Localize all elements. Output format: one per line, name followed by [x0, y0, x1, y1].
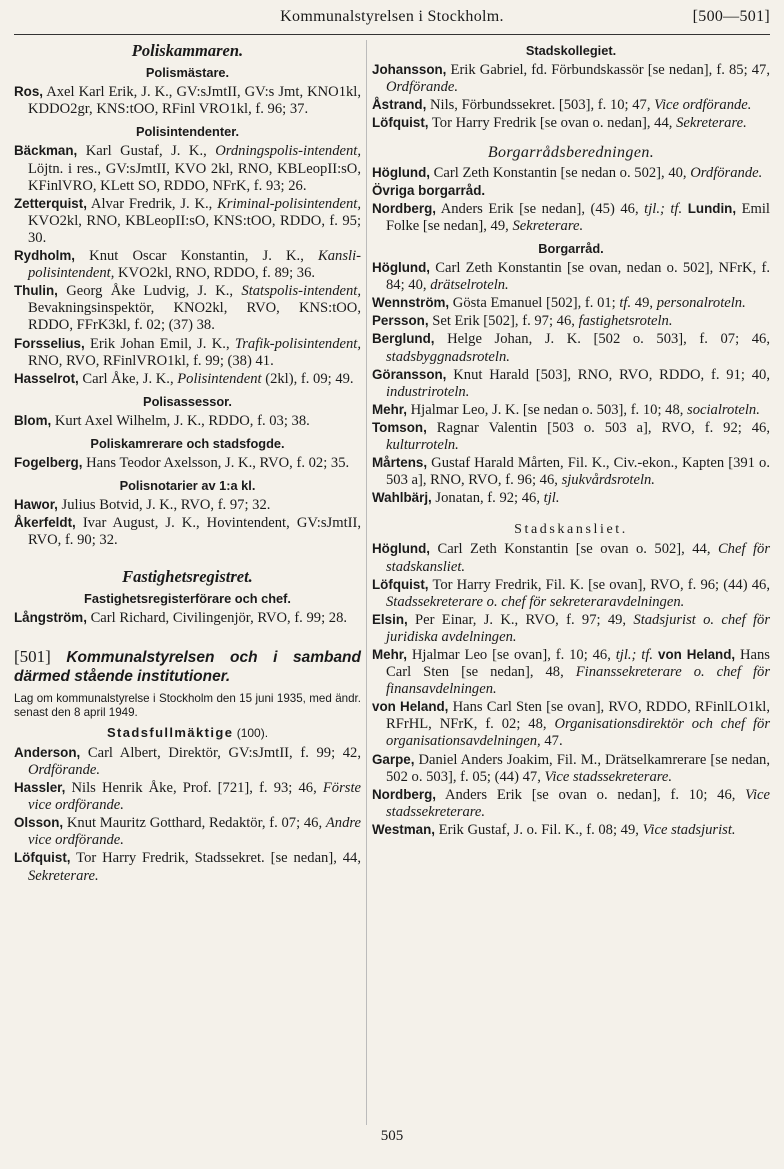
entry-title: stadsbyggnadsroteln. — [386, 348, 510, 365]
entry-text: Hjalmar Leo, J. K. [se nedan o. 503], f. 10; 48, — [406, 401, 688, 418]
entry-text: Anders Erik [se nedan], (45) 46, — [435, 200, 645, 217]
entry-lofquist-sk — [372, 114, 770, 132]
entry-text: Carl Zeth Konstantin [se ovan, nedan o. 502], NFrK, f. 84; 40, — [386, 260, 770, 294]
entry-name: Westman, — [372, 821, 436, 837]
entry-title: sjukvårdsroteln. — [561, 472, 655, 489]
entry-name: Olsson, — [14, 815, 64, 831]
page-number: 505 — [380, 1128, 404, 1144]
entry-text: Daniel Anders Joakim, Fil. M., Drätselkamrerare [se nedan, 502 o. 503], f. 05; (44) 47, — [386, 751, 770, 785]
entry-astrand — [372, 96, 770, 114]
entry-title: Kriminal-polisintendent, — [217, 195, 361, 212]
entry-ros — [14, 83, 361, 118]
ovriga-label: Övriga borgarråd. — [372, 182, 486, 198]
entry-text: 47. — [540, 733, 563, 750]
entry-title: drätselroteln. — [430, 277, 509, 294]
entry-thulin — [14, 282, 361, 334]
entry-title: Ordförande. — [690, 164, 763, 181]
entry-name: Göransson, — [372, 366, 447, 382]
heading-fastighetsregisterforare: Fastighetsregisterförare och chef. — [84, 590, 291, 606]
entry-title: Chef för stadskansliet. — [386, 541, 770, 575]
entry-text: Karl Gustaf, J. K., — [77, 143, 216, 160]
entry-wahlbarj — [372, 489, 770, 507]
entry-text: Carl Albert, Direktör, GV:sJmtII, f. 99; 42, — [80, 744, 361, 761]
entry-title: Statspolis-intendent, — [241, 283, 361, 300]
entry-name: Johansson, — [372, 62, 447, 78]
entry-persson — [372, 312, 770, 330]
entry-elsin — [372, 611, 771, 646]
entry-name: Höglund, — [372, 164, 431, 180]
entry-title: Finanssekreterare o. chef för finansavdelningen. — [386, 664, 771, 698]
entry-title: Stadssekreterare o. chef för sekreteraravdelningen. — [386, 593, 685, 610]
entry-name: Bäckman, — [14, 143, 78, 159]
entry-title: Vice stadssekreterare. — [386, 786, 770, 820]
entry-title: Trafik-polisintendent, — [234, 335, 361, 352]
entry-text: Ragnar Valentin [503 o. 503 a], RVO, f. 92; 46, — [426, 419, 770, 436]
entry-text: Nils Henrik Åke, Prof. [721], f. 93; 46, — [65, 780, 323, 797]
column-divider — [366, 40, 367, 1125]
entry-name: Zetterquist, — [14, 195, 87, 211]
section-title-borgarradsberedningen: Borgarrådsberedningen. — [487, 144, 655, 162]
entry-title: tjl.; tf. — [615, 647, 654, 663]
section-title-fastighetsregistret: Fastighetsregistret. — [122, 566, 253, 586]
entry-title: industriroteln. — [386, 383, 470, 400]
entry-text: Carl Zeth Konstantin [se nedan o. 502], 40, — [430, 164, 691, 181]
entry-text: Georg Åke Ludvig, J. K., — [57, 283, 242, 300]
law-note: Lag om kommunalstyrelse i Stockholm den 15 juni 1935, med ändr. senast den 8 april 1949. — [14, 691, 361, 719]
entry-title: Ordförande. — [386, 79, 459, 96]
entry-hasselrot — [14, 370, 361, 388]
entry-westman — [372, 821, 770, 839]
running-header — [14, 6, 770, 32]
entry-hoglund-br — [372, 259, 770, 294]
entry-title: Stadsjurist o. chef för juridiska avdelningen. — [386, 611, 771, 645]
heading-stadsfullmaktige — [14, 724, 361, 742]
subheading-ovriga — [372, 182, 770, 200]
entry-vonheland — [372, 698, 771, 750]
entry-name: von Heland, — [372, 699, 449, 715]
entry-martens — [372, 454, 770, 489]
entry-name: Thulin, — [14, 283, 58, 299]
entry-hoglund-sk — [372, 540, 770, 575]
entry-mehr-br — [372, 401, 770, 419]
entry-name: Elsin, — [372, 611, 408, 627]
entry-text: Hans Carl Sten [se nedan], 48, — [386, 647, 770, 681]
entry-berglund — [372, 330, 770, 365]
entry-title: tjl. — [543, 490, 560, 507]
entry-akerfeldt — [14, 514, 361, 549]
entry-hassler — [14, 779, 361, 814]
entry-name: Åstrand, — [372, 97, 427, 113]
section-number: [501] — [14, 646, 51, 666]
entry-johansson — [372, 61, 770, 96]
entry-wennstrom — [372, 294, 770, 312]
entry-text: (2kl), f. 09; 49. — [261, 370, 354, 387]
left-column — [14, 40, 361, 885]
entry-title: socialroteln. — [687, 401, 760, 418]
section-title-text: Kommunalstyrelsen och i samband därmed stående institutioner. — [14, 648, 361, 685]
member-count: (100). — [233, 725, 269, 740]
entry-name: Höglund, — [372, 541, 431, 557]
entry-text: Carl Richard, Civilingenjör, RVO, f. 99; 28. — [86, 609, 348, 626]
entry-text: Hans Carl Sten [se ovan], RVO, RDDO, RFinlLO1kl, RFrHL, NFrK, f. 02; 48, — [386, 699, 770, 733]
heading-poliskamrerare: Poliskamrerare och stadsfogde. — [90, 435, 285, 451]
entry-name: Långström, — [14, 609, 87, 625]
entry-fogelberg — [14, 454, 361, 472]
entry-title: Vice stadssekreterare. — [544, 768, 673, 785]
entry-title: Vice stadsjurist. — [642, 821, 736, 838]
entry-name: Persson, — [372, 313, 429, 329]
entry-name: Nordberg, — [372, 786, 436, 802]
entry-name: Mehr, — [372, 401, 407, 417]
entry-title: Sekreterare. — [512, 217, 584, 234]
entry-text: Kurt Axel Wilhelm, J. K., RDDO, f. 03; 38. — [51, 412, 310, 429]
entry-mehr-sk — [372, 646, 771, 698]
entry-name: Nordberg, — [372, 200, 436, 216]
entry-name: Hassler, — [14, 780, 66, 796]
entry-title: personalroteln. — [656, 295, 746, 312]
entry-garpe — [372, 751, 770, 786]
heading-polisintendenter: Polisintendenter. — [135, 124, 240, 140]
heading-polisassessor: Polisassessor. — [143, 393, 232, 409]
heading-polisnotarier: Polisnotarier av 1:a kl. — [119, 478, 256, 494]
entry-nordberg-sk — [372, 786, 770, 821]
entry-title: Sekreterare. — [28, 867, 99, 884]
entry-title: tf. — [619, 295, 632, 312]
entry-title: Ordförande. — [28, 762, 101, 778]
entry-name: Forsselius, — [14, 335, 85, 351]
heading-text: Stadsfullmäktige — [106, 724, 234, 740]
header-title: Kommunalstyrelsen i Stockholm. — [280, 8, 504, 25]
entry-name: Ros, — [14, 84, 44, 100]
header-page-range: [500—501] — [692, 8, 770, 25]
entry-title: Ordningspolis-intendent, — [215, 143, 361, 160]
entry-title: fastighetsroteln. — [578, 313, 673, 330]
entry-title: Sekreterare. — [676, 115, 747, 132]
entry-name: Anderson, — [14, 744, 81, 760]
entry-text: KVO2kl, RNO, KBLeopII:sO, KNS:tOO, RDDO, f. 95; 30. — [28, 212, 361, 246]
entry-tomson — [372, 419, 770, 454]
section-title-poliskammaren: Poliskammaren. — [131, 41, 244, 60]
entry-name: Rydholm, — [14, 248, 76, 264]
entry-backman — [14, 142, 361, 194]
entry-text: Carl Zeth Konstantin [se ovan o. 502], 44, — [430, 541, 718, 558]
entry-text: Julius Botvid, J. K., RVO, f. 97; 32. — [57, 497, 271, 514]
entry-name: Löfquist, — [372, 576, 429, 592]
entry-nordberg-bb — [372, 200, 770, 235]
entry-title: Kansli-polisintendent, — [28, 248, 361, 282]
entry-name: Mehr, — [372, 647, 407, 662]
entry-name: Garpe, — [372, 751, 415, 767]
entry-text: Set Erik [502], f. 97; 46, — [428, 313, 579, 330]
entry-title: kulturroteln. — [386, 436, 459, 453]
entry-text: KVO2kl, RNO, RDDO, f. 89; 36. — [114, 265, 316, 282]
entry-name: Wahlbärj, — [372, 490, 432, 506]
entry-hoglund-bb — [372, 164, 770, 182]
entry-title: Andre vice ordförande. — [28, 815, 361, 849]
header-rule — [14, 34, 770, 35]
entry-text: Gustaf Harald Mårten, Fil. K., Civ.-ekon., Kapten [391 o. 503 a], RNO, RVO, f. 96; 46, — [386, 455, 770, 489]
entry-name: Löfquist, — [372, 115, 429, 131]
entry-text: Erik Gustaf, J. o. Fil. K., f. 08; 49, — [435, 821, 643, 838]
entry-text: Axel Karl Erik, J. K., GV:sJmtII, GV:s Jmt, KNO1kl, KDDO2gr, KNS:tOO, RFinl VRO1kl, f. 96; 37. — [28, 84, 361, 118]
entry-name: Hawor, — [14, 497, 58, 513]
entry-text: Helge Johan, J. K. [502 o. 503], f. 07; 46, — [434, 331, 770, 348]
entry-hawor — [14, 496, 361, 514]
entry-langstrom — [14, 609, 361, 627]
entry-text: Per Einar, J. K., RVO, f. 97; 49, — [407, 611, 634, 628]
entry-name: von Heland, — [653, 647, 736, 662]
entry-name: Åkerfeldt, — [14, 515, 76, 531]
entry-olsson — [14, 814, 361, 849]
entry-text: Anders Erik [se ovan o. nedan], f. 10; 46, — [435, 786, 746, 803]
entry-blom — [14, 412, 361, 430]
entry-goransson — [372, 366, 770, 401]
entry-text: Knut Mauritz Gotthard, Redaktör, f. 07; 46, — [63, 815, 326, 832]
entry-name: Höglund, — [372, 260, 431, 276]
entry-text: Knut Harald [503], RNO, RVO, RDDO, f. 91; 40, — [446, 366, 770, 383]
entry-text: Alvar Fredrik, J. K., — [86, 195, 218, 212]
entry-text: Jonatan, f. 92; 46, — [431, 490, 544, 507]
entry-text: Tor Harry Fredrik, Stadssekret. [se nedan], 44, — [70, 850, 361, 867]
entry-text: Erik Johan Emil, J. K., — [84, 335, 235, 352]
entry-name: Fogelberg, — [14, 455, 83, 471]
entry-name: Tomson, — [372, 419, 427, 435]
entry-text: Tor Harry Fredrik, Fil. K. [se ovan], RVO, f. 96; (44) 46, — [428, 576, 770, 593]
entry-text: Nils, Förbundssekret. [503], f. 10; 47, — [426, 97, 655, 114]
entry-forsselius — [14, 335, 361, 370]
heading-borgarrad: Borgarråd. — [538, 240, 604, 256]
entry-text: Ivar August, J. K., Hovintendent, GV:sJmtII, RVO, f. 90; 32. — [28, 515, 361, 549]
entry-text: Bevakningsinspektör, KNO2kl, RVO, KNS:tOO, RDDO, FFrK3kl, f. 02; (37) 38. — [28, 300, 361, 334]
entry-name: Hasselrot, — [14, 370, 79, 386]
entry-text: Hjalmar Leo [se ovan], f. 10; 46, — [406, 647, 616, 663]
entry-title: Förste vice ordförande. — [28, 780, 361, 814]
entry-name: Wennström, — [372, 295, 450, 311]
entry-name: Lundin, — [682, 200, 737, 216]
entry-text: Tor Harry Fredrik [se ovan o. nedan], 44, — [428, 115, 677, 132]
entry-text: Erik Gabriel, fd. Förbundskassör [se nedan], f. 85; 47, — [446, 62, 770, 79]
entry-title: Vice ordförande. — [654, 97, 752, 114]
entry-text: RNO, RVO, RFinlVRO1kl, f. 99; (38) 41. — [28, 352, 274, 369]
entry-name: Löfquist, — [14, 850, 71, 866]
entry-title: Polisintendent — [177, 370, 262, 387]
entry-text: Knut Oscar Konstantin, J. K., — [75, 248, 319, 265]
entry-text: Gösta Emanuel [502], f. 01; — [449, 295, 620, 312]
section-501-title — [14, 647, 361, 686]
entry-rydholm — [14, 247, 361, 282]
entry-zetterquist — [14, 195, 361, 247]
entry-text: Emil Folke [se nedan], 49, — [386, 200, 770, 234]
entry-anderson — [14, 744, 361, 779]
heading-polismastare: Polismästare. — [145, 65, 230, 81]
entry-name: Mårtens, — [372, 455, 428, 471]
entry-name: Berglund, — [372, 331, 435, 347]
entry-text: Carl Åke, J. K., — [78, 370, 178, 387]
heading-stadskollegiet: Stadskollegiet. — [525, 43, 617, 58]
entry-text: Löjtn. i res., GV:sJmtII, KVO 2kl, RNO, KBLeopII:sO, KFinlVRO, KLett SO, RDDO, NFrK, f. 93; 26. — [28, 160, 361, 194]
entry-lofquist — [14, 849, 361, 884]
entry-name: Blom, — [14, 412, 52, 428]
entry-text: 49, — [631, 295, 657, 312]
entry-title: tjl.; tf. — [644, 200, 683, 217]
entry-title: Organisationsdirektör och chef för organisationsavdelningen, — [386, 716, 771, 750]
entry-text: Hans Teodor Axelsson, J. K., RVO, f. 02; 35. — [82, 455, 350, 472]
entry-lofquist-ska — [372, 576, 770, 611]
right-column — [372, 40, 770, 839]
heading-stadskansliet: Stadskansliet. — [514, 522, 628, 538]
